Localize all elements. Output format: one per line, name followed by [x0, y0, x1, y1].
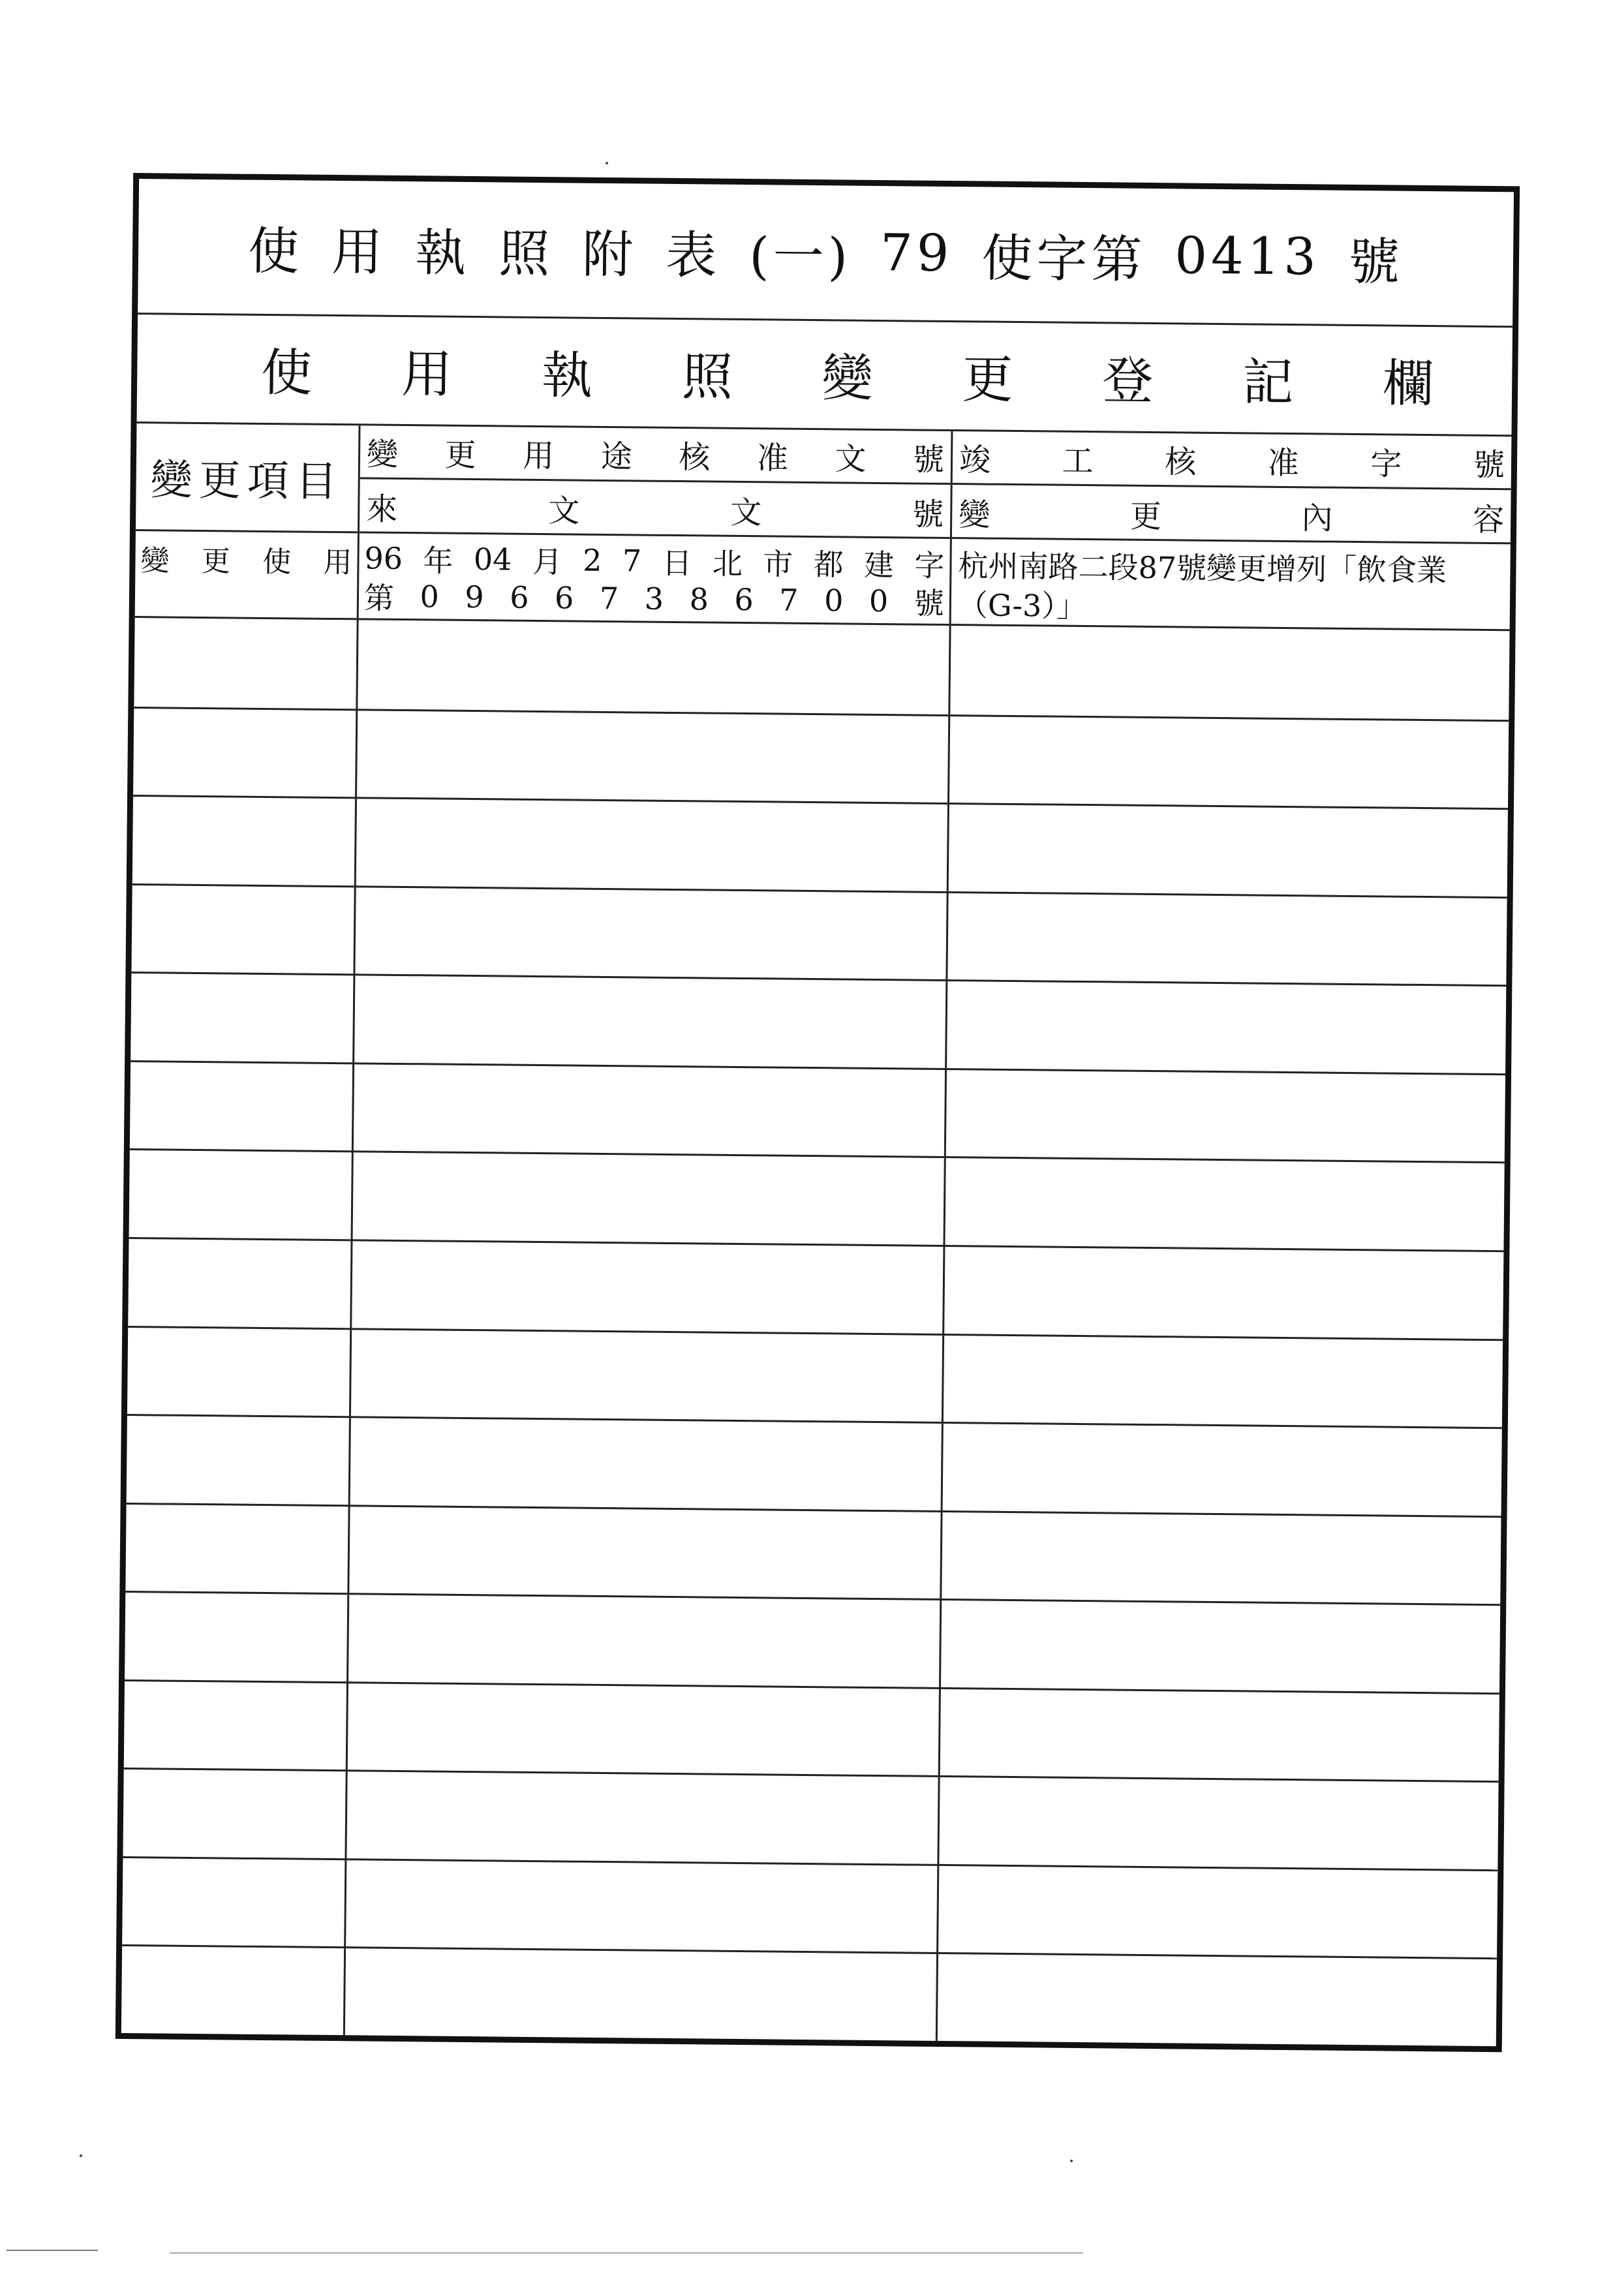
- title-segment: 0413: [1174, 226, 1321, 286]
- approval-char: 北: [712, 545, 743, 581]
- title-segment: 79: [880, 223, 953, 283]
- header-char: 文: [547, 493, 580, 530]
- cell-approval-number: [359, 535, 950, 626]
- section-title-char: 變: [822, 348, 874, 408]
- approval-char: 6: [734, 581, 754, 618]
- header-change-item: [136, 423, 359, 533]
- approval-char: 2: [582, 542, 602, 578]
- title-segment: 號: [1348, 232, 1404, 292]
- change-item-char: 用: [323, 545, 352, 580]
- header-char: 工: [1062, 442, 1094, 480]
- approval-char: 號: [914, 585, 945, 621]
- approval-char: 0: [868, 583, 889, 619]
- change-item-char: 使: [262, 545, 292, 579]
- header-char: 字: [1370, 446, 1402, 483]
- approval-char: 96: [364, 540, 403, 576]
- header-char: 目: [295, 457, 345, 507]
- section-title-char: 欄: [1382, 354, 1434, 414]
- title-segment: 表: [665, 226, 721, 286]
- approval-char: 04: [473, 542, 512, 577]
- section-title-char: 記: [1242, 352, 1294, 412]
- approval-char: 3: [644, 581, 664, 617]
- approval-line-2: [364, 577, 945, 620]
- approval-char: 日: [662, 545, 692, 581]
- cell-change-item: [135, 533, 358, 620]
- approval-line-1: [364, 539, 945, 583]
- scan-edge-mark: [7, 2250, 98, 2251]
- column-approval-number: [345, 425, 953, 2041]
- approval-char: 年: [423, 543, 453, 579]
- column-change-content: [938, 431, 1512, 2046]
- header-char: 變: [150, 456, 200, 505]
- approval-char: 9: [465, 579, 484, 615]
- header-char: 更: [1129, 498, 1162, 536]
- header-char: 號: [912, 441, 945, 478]
- section-title-char: 登: [1101, 351, 1154, 411]
- change-register-table: [121, 423, 1512, 2046]
- header-char: 項: [247, 457, 296, 506]
- title-segment: (一): [748, 226, 852, 287]
- header-char: 准: [756, 440, 789, 477]
- section-title-char: 更: [962, 350, 1013, 410]
- approval-char: 8: [689, 581, 709, 617]
- approval-char: 0: [823, 583, 844, 619]
- header-incoming-document-number: [360, 481, 951, 539]
- header-completion-approval-number: [953, 431, 1512, 490]
- header-char: 容: [1472, 501, 1505, 539]
- approval-char: 6: [554, 580, 574, 616]
- change-item-char: 變: [140, 544, 170, 578]
- cell-change-content: 杭州南路二段87號變更增列「飲食業（G-3）」: [951, 541, 1511, 631]
- approval-char: 都: [813, 547, 844, 583]
- header-char: 內: [1301, 500, 1333, 537]
- approval-char: 第: [363, 580, 395, 616]
- header-char: 變: [366, 436, 399, 473]
- approval-char: 月: [532, 543, 563, 580]
- header-char: 文: [730, 494, 762, 532]
- header-char: 途: [600, 438, 633, 476]
- approval-char: 6: [509, 579, 529, 615]
- title-segment: 執: [414, 223, 470, 283]
- header-change-content: [952, 487, 1511, 544]
- title-segment: 用: [331, 222, 387, 283]
- header-char: 更: [444, 436, 476, 474]
- header-char: 號: [912, 496, 944, 533]
- change-item-char: 更: [201, 545, 231, 579]
- title-segment: 附: [581, 225, 638, 284]
- form-frame: [115, 173, 1520, 2052]
- scan-edge-mark: [170, 2252, 1083, 2254]
- header-char: 變: [958, 497, 991, 534]
- section-title-char: 用: [401, 344, 453, 405]
- header-char: 更: [198, 456, 248, 506]
- scan-speck: [606, 162, 608, 164]
- approval-char: 字: [914, 547, 945, 583]
- title-segment: 照: [498, 224, 554, 284]
- column-change-item: [121, 423, 361, 2035]
- header-char: 用: [522, 437, 555, 475]
- title-segment: 使字第: [981, 228, 1146, 290]
- approval-char: 建: [863, 547, 895, 583]
- section-title-char: 執: [541, 346, 593, 406]
- section-title: [137, 313, 1513, 436]
- approval-char: 7: [779, 582, 799, 618]
- section-title-char: 照: [681, 347, 733, 407]
- title-segment: 使: [247, 222, 303, 281]
- scan-speck: [1070, 2160, 1073, 2162]
- header-approval-number: [360, 425, 951, 485]
- header-char: 核: [679, 439, 711, 476]
- document-title: [138, 179, 1514, 328]
- header-char: 號: [1473, 446, 1505, 484]
- header-char: 核: [1164, 444, 1197, 481]
- approval-char: 7: [599, 580, 619, 617]
- header-char: 文: [835, 440, 867, 478]
- scan-speck: [80, 2154, 82, 2157]
- approval-char: 7: [622, 543, 642, 579]
- approval-char: 市: [763, 546, 793, 582]
- approval-char: 0: [420, 579, 440, 615]
- header-char: 來: [366, 491, 398, 528]
- header-char: 竣: [959, 442, 991, 479]
- header-char: 准: [1267, 444, 1300, 482]
- section-title-char: 使: [260, 343, 313, 403]
